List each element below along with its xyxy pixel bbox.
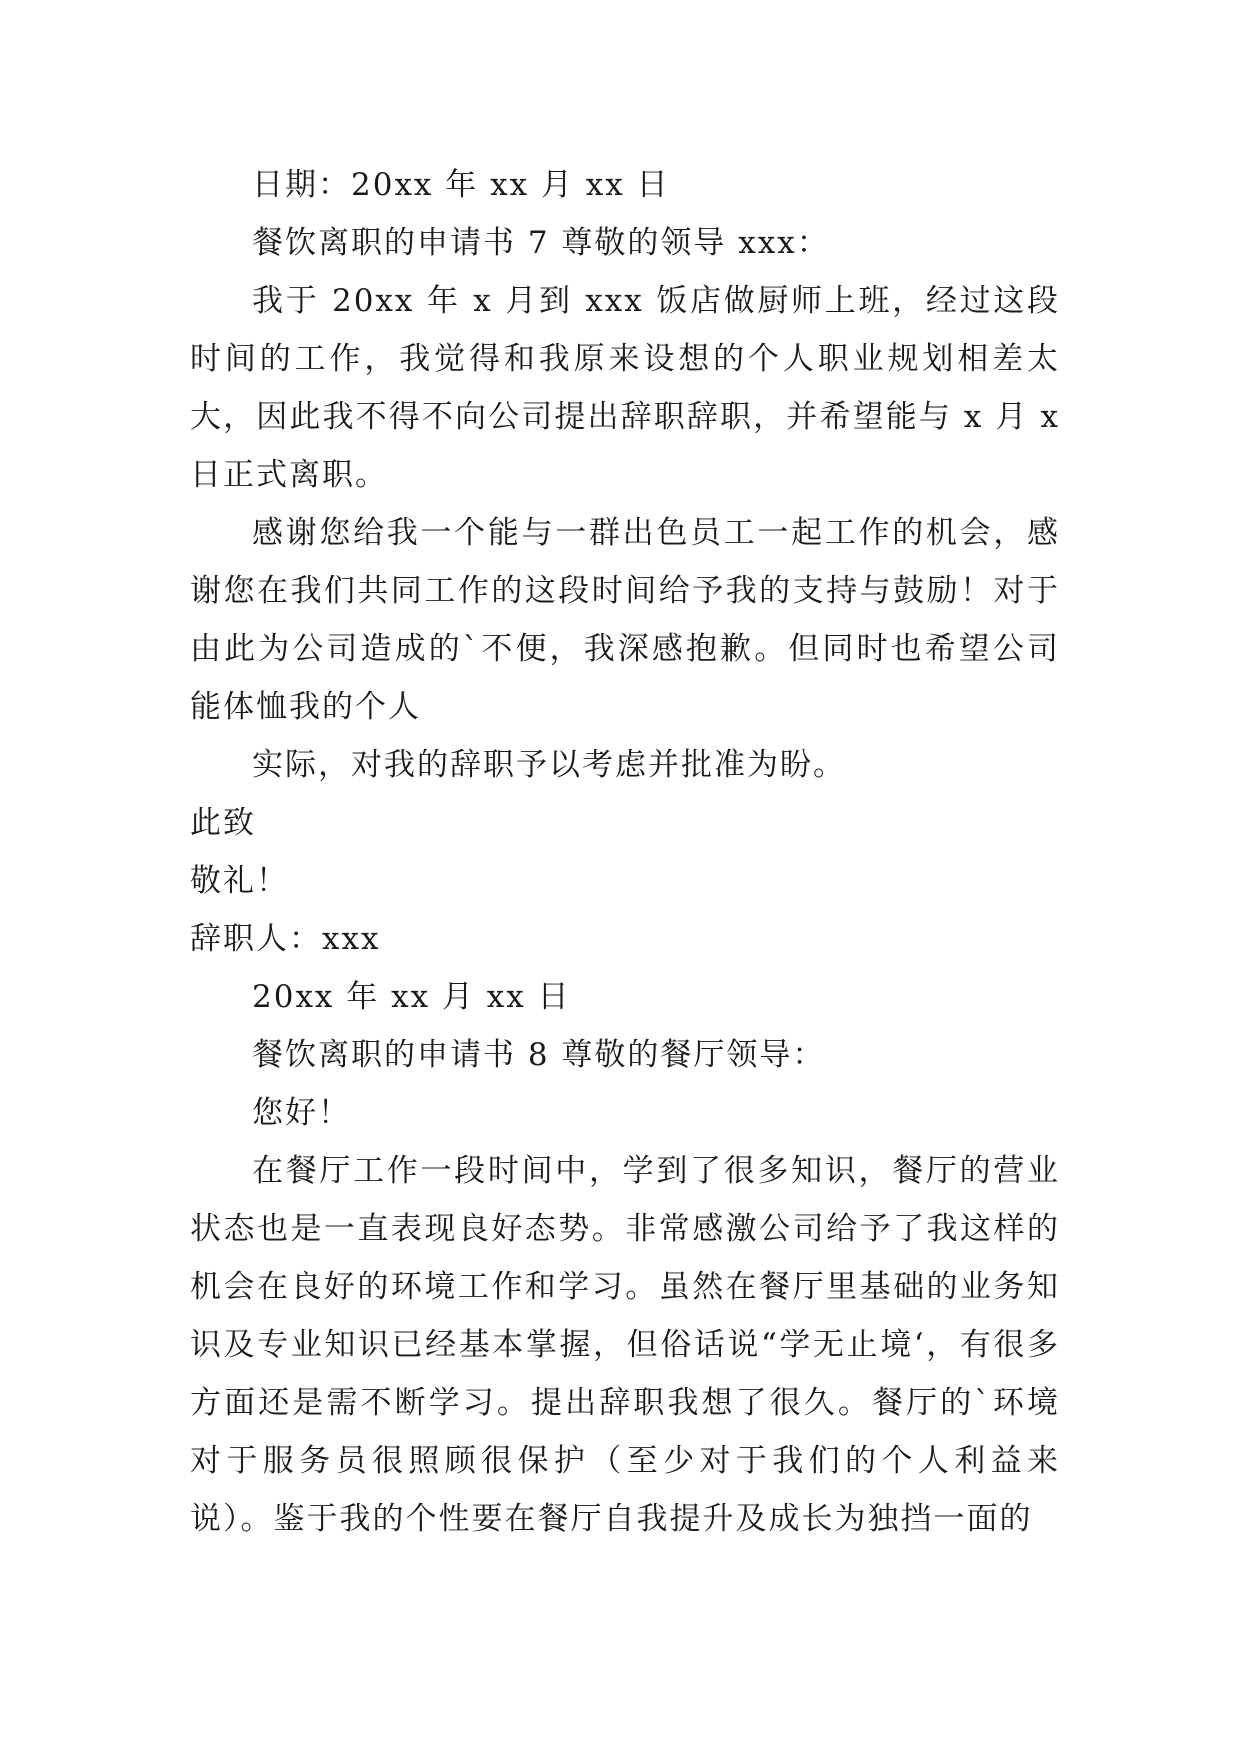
signature-date: 20xx 年 xx 月 xx 日 <box>252 979 571 1015</box>
letter-8-greeting: 您好！ <box>252 1095 351 1131</box>
document-body <box>190 156 1072 1548</box>
letter-8-heading: 餐饮离职的申请书 8 尊敬的餐厅领导： <box>252 1037 826 1073</box>
letter-7-paragraph-2: 感谢您给我一个能与一群出色员工一起工作的机会，感谢您在我们共同工作的这段时间给予我的支持与鼓励！对于由此为公司造成的`不便，我深感抱歉。但同时也希望公司能体恤我的个人 <box>190 515 1060 725</box>
letter-7-paragraph-1: 我于 20xx 年 x 月到 xxx 饭店做厨师上班，经过这段时间的工作，我觉得和我原来设想的个人职业规划相差太大，因此我不得不向公司提出辞职辞职，并希望能与 x 月 x 日正式离职。 <box>190 283 1072 493</box>
letter-7-paragraph-3: 实际，对我的辞职予以考虑并批准为盼。 <box>252 747 846 783</box>
signature-line: 辞职人：xxx <box>190 921 381 957</box>
letter-7-heading: 餐饮离职的申请书 7 尊敬的领导 xxx： <box>252 225 830 261</box>
closing-regards: 敬礼！ <box>190 863 289 899</box>
date-line: 日期：20xx 年 xx 月 xx 日 <box>252 167 670 203</box>
letter-8-paragraph-1: 在餐厅工作一段时间中，学到了很多知识，餐厅的营业状态也是一直表现良好态势。非常感激公司给予了我这样的机会在良好的环境工作和学习。虽然在餐厅里基础的业务知识及专业知识已经基本掌握，但俗话说“学无止境‘，有很多方面还是需不断学习。提出辞职我想了很久。餐厅的`环境对于服务员很照顾很保护（至少对于我们的个人利益来说）。鉴于我的个性要在餐厅自我提升及成长为独挡一面的 <box>190 1153 1060 1537</box>
closing-salutation: 此致 <box>190 805 256 841</box>
